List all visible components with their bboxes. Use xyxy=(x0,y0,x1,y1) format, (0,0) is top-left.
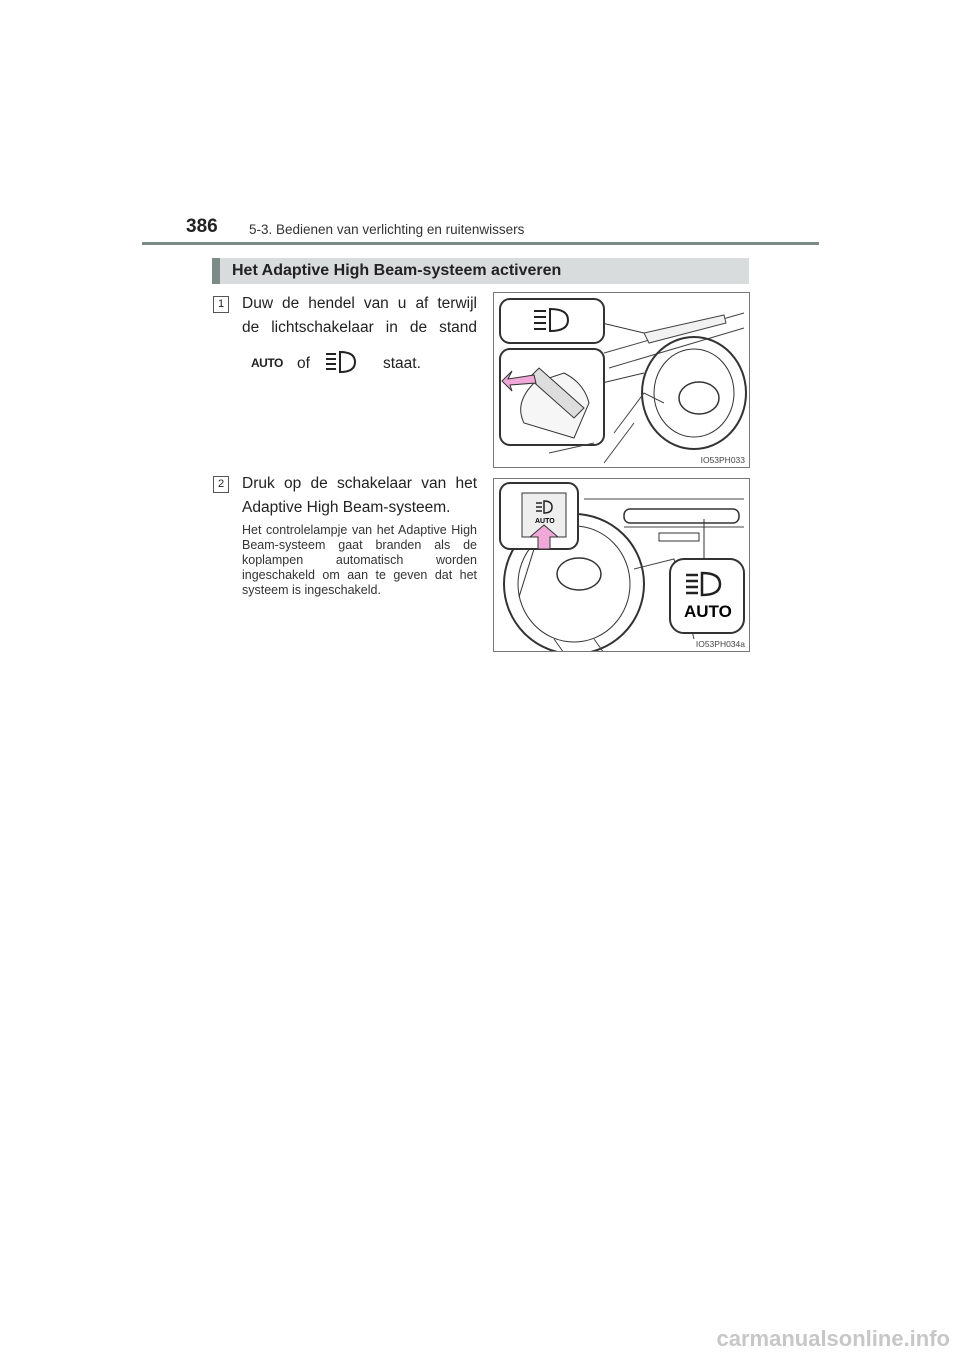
step-1-text-line1: Duw de hendel van u af terwijl xyxy=(242,295,477,312)
headlight-icon xyxy=(324,348,358,376)
figure-switch-press xyxy=(493,478,750,652)
step-2-note: Het controlelampje van het Adaptive High Beam-systeem gaat branden als de koplampen automatisch worden ingeschakeld om aan te geven dat het systeem is ingeschakeld. xyxy=(242,523,477,597)
step-1-of: of xyxy=(297,355,310,372)
section-heading-text: Het Adaptive High Beam-systeem activeren xyxy=(232,262,562,279)
section-reference: 5-3. Bedienen van verlichting en ruitenwissers xyxy=(249,222,525,237)
indicator-auto-label: AUTO xyxy=(684,602,732,621)
step-1-number: 1 xyxy=(213,296,229,313)
auto-mode-label: AUTO xyxy=(251,356,283,370)
switch-auto-label: AUTO xyxy=(535,518,555,525)
watermark: carmanualsonline.info xyxy=(716,1326,950,1351)
section-heading xyxy=(212,258,749,284)
figure-2-code: IO53PH034a xyxy=(695,639,745,649)
lever-illustration xyxy=(494,293,750,468)
page-number: 386 xyxy=(186,216,218,237)
step-2-number: 2 xyxy=(213,476,229,493)
step-2-text: Druk op de schakelaar van het Adaptive High Beam-systeem. xyxy=(242,475,477,516)
step-1-staat: staat. xyxy=(383,355,421,372)
switch-illustration xyxy=(494,479,750,652)
figure-1-code: IO53PH033 xyxy=(700,455,745,465)
figure-lever-push xyxy=(493,292,750,468)
step-1-text-line2: de lichtschakelaar in de stand xyxy=(242,319,477,336)
header-rule xyxy=(142,242,819,245)
